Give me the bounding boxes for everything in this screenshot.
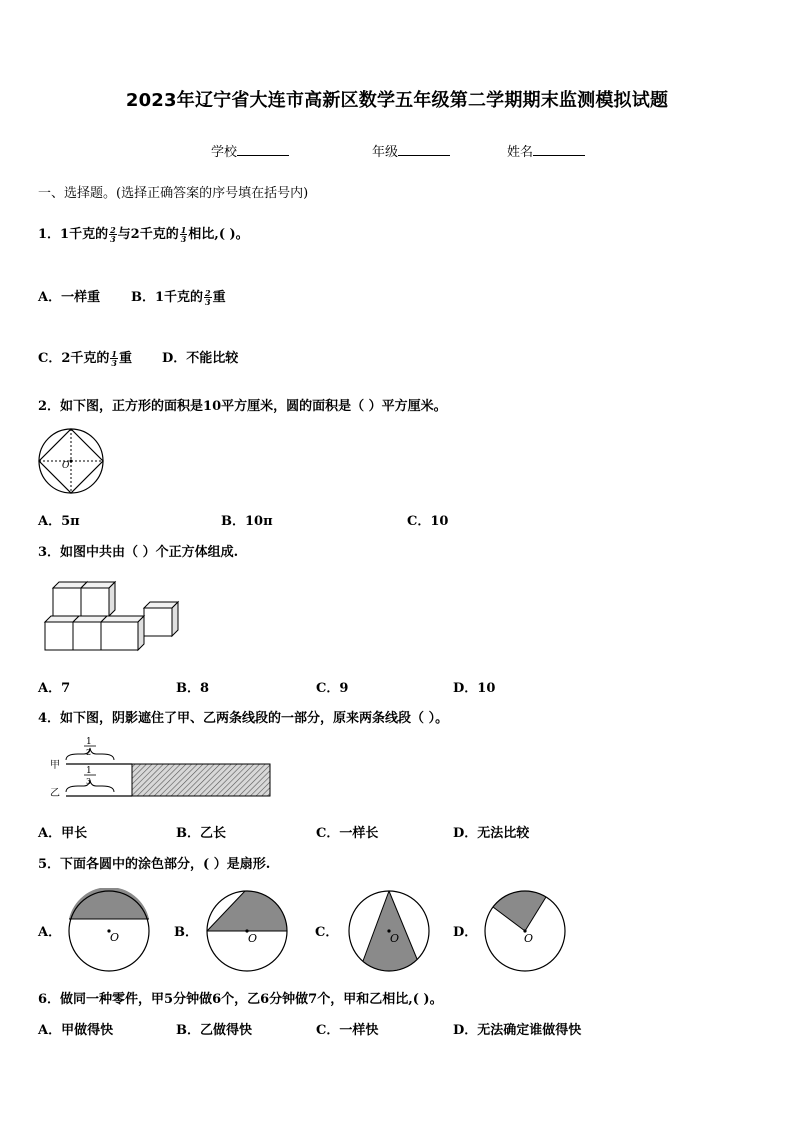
q5-b-center-label: O [248,932,258,945]
q2-option-a[interactable]: A．5π [38,514,80,529]
q1-text-3: 相比,( )。 [188,227,249,242]
q1-text-1: 1．1千克的 [38,227,109,242]
q1-option-a[interactable]: A．一样重 [38,290,101,305]
q6-option-a[interactable]: A．甲做得快 [38,1023,114,1038]
q2-circle-square-figure [36,426,106,496]
q1-option-c[interactable] [38,347,132,367]
q5-option-b-label[interactable]: B． [174,925,198,940]
q1-fraction-1-den: 3 [110,234,116,244]
q1-option-c-fraction-num: 1 [111,349,117,359]
q2-center-label: O [62,461,70,471]
name-label: 姓名 [507,145,534,160]
q2-stem: 2．如下图，正方形的面积是10平方厘米，圆的面积是（ ）平方厘米。 [38,399,447,414]
q4-stem: 4．如下图，阴影遮住了甲、乙两条线段的一部分，原来两条线段（ ）。 [38,711,449,726]
q5-stem: 5．下面各圆中的涂色部分，( ）是扇形. [38,857,271,872]
q5-d-center-label: O [524,932,534,945]
q5-b-shaded-region [207,891,287,931]
q3-option-b[interactable]: B．8 [176,681,210,696]
q1-text-2: 与2千克的 [117,227,179,242]
q4-option-d[interactable]: D．无法比较 [453,826,530,841]
q5-option-a-label[interactable]: A． [38,925,62,940]
q5-a-shaded-segment [69,888,149,919]
q1-fraction-1 [109,226,117,243]
q1-fraction-2-den: 3 [180,234,187,244]
q3-stem: 3．如图中共由（ ）个正方体组成. [38,545,239,560]
grade-label: 年级 [372,145,399,160]
cube-bottom-3 [101,616,144,650]
q5-circle-b[interactable] [204,888,290,974]
grade-field [372,141,450,160]
page-title: 2023年辽宁省大连市高新区数学五年级第二学期期末监测模拟试题 [125,90,669,111]
q4-shaded-cover [132,764,270,796]
q5-option-d-label[interactable]: D． [453,925,478,940]
q5-circle-c[interactable] [346,888,432,974]
q4-frac-top-num: 1 [86,737,92,747]
q5-option-c-label[interactable]: C． [315,925,339,940]
q6-option-d[interactable]: D．无法确定谁做得快 [453,1023,582,1038]
section-heading: 一、选择题。(选择正确答案的序号填在括号内) [38,186,309,201]
q1-option-b-fraction [204,289,212,306]
q5-d-shaded-sector [493,891,546,931]
q3-option-d[interactable]: D．10 [453,681,496,696]
school-blank [237,143,289,156]
q2-center-dot [70,460,73,463]
q5-circle-d[interactable] [482,888,568,974]
q1-option-c-fraction-den: 3 [111,358,117,368]
q1-fraction-1-num: 2 [110,225,116,235]
q6-stem: 6．做同一种零件，甲5分钟做6个，乙6分钟做7个，甲和乙相比,( )。 [38,992,443,1007]
q3-cube-stack-figure [40,578,185,658]
name-field [507,141,585,160]
q4-frac-bottom-num: 1 [86,766,92,776]
q6-option-b[interactable]: B．乙做得快 [176,1023,252,1038]
q1-option-b-fraction-num: 2 [205,288,211,298]
q1-stem [38,223,249,243]
cube-back [144,602,178,636]
q1-option-c-suffix: 重 [118,351,132,366]
q1-option-b[interactable] [131,286,226,306]
q1-option-c-fraction [110,350,118,367]
q5-a-center-label: O [110,931,120,944]
q4-option-c[interactable]: C．一样长 [316,826,379,841]
q5-circle-a[interactable] [66,888,152,974]
cube-top-2 [81,582,115,616]
q1-fraction-2 [180,226,188,243]
q1-fraction-2-num: 1 [180,225,187,235]
q1-option-b-suffix: 重 [212,290,226,305]
q4-option-b[interactable]: B．乙长 [176,826,226,841]
q5-c-center-label: O [390,932,400,945]
q1-option-b-text: B．1千克的 [131,290,204,305]
q4-label-yi: 乙 [50,788,60,799]
q3-option-c[interactable]: C．9 [316,681,349,696]
school-label: 学校 [211,145,238,160]
q4-frac-bottom-den: 3 [86,777,92,786]
q3-option-a[interactable]: A．7 [38,681,71,696]
q1-option-c-text: C．2千克的 [38,351,110,366]
q4-frac-top-den: 2 [86,748,92,757]
q2-option-b[interactable]: B．10π [221,514,273,529]
q1-option-d[interactable]: D．不能比较 [162,351,239,366]
grade-blank [398,143,450,156]
school-field [211,141,289,160]
name-blank [533,143,585,156]
q4-label-jia: 甲 [50,760,60,771]
q4-segments-figure [44,736,274,806]
q4-option-a[interactable]: A．甲长 [38,826,88,841]
q1-option-b-fraction-den: 3 [205,297,211,307]
q6-option-c[interactable]: C．一样快 [316,1023,379,1038]
q2-option-c[interactable]: C．10 [407,514,449,529]
